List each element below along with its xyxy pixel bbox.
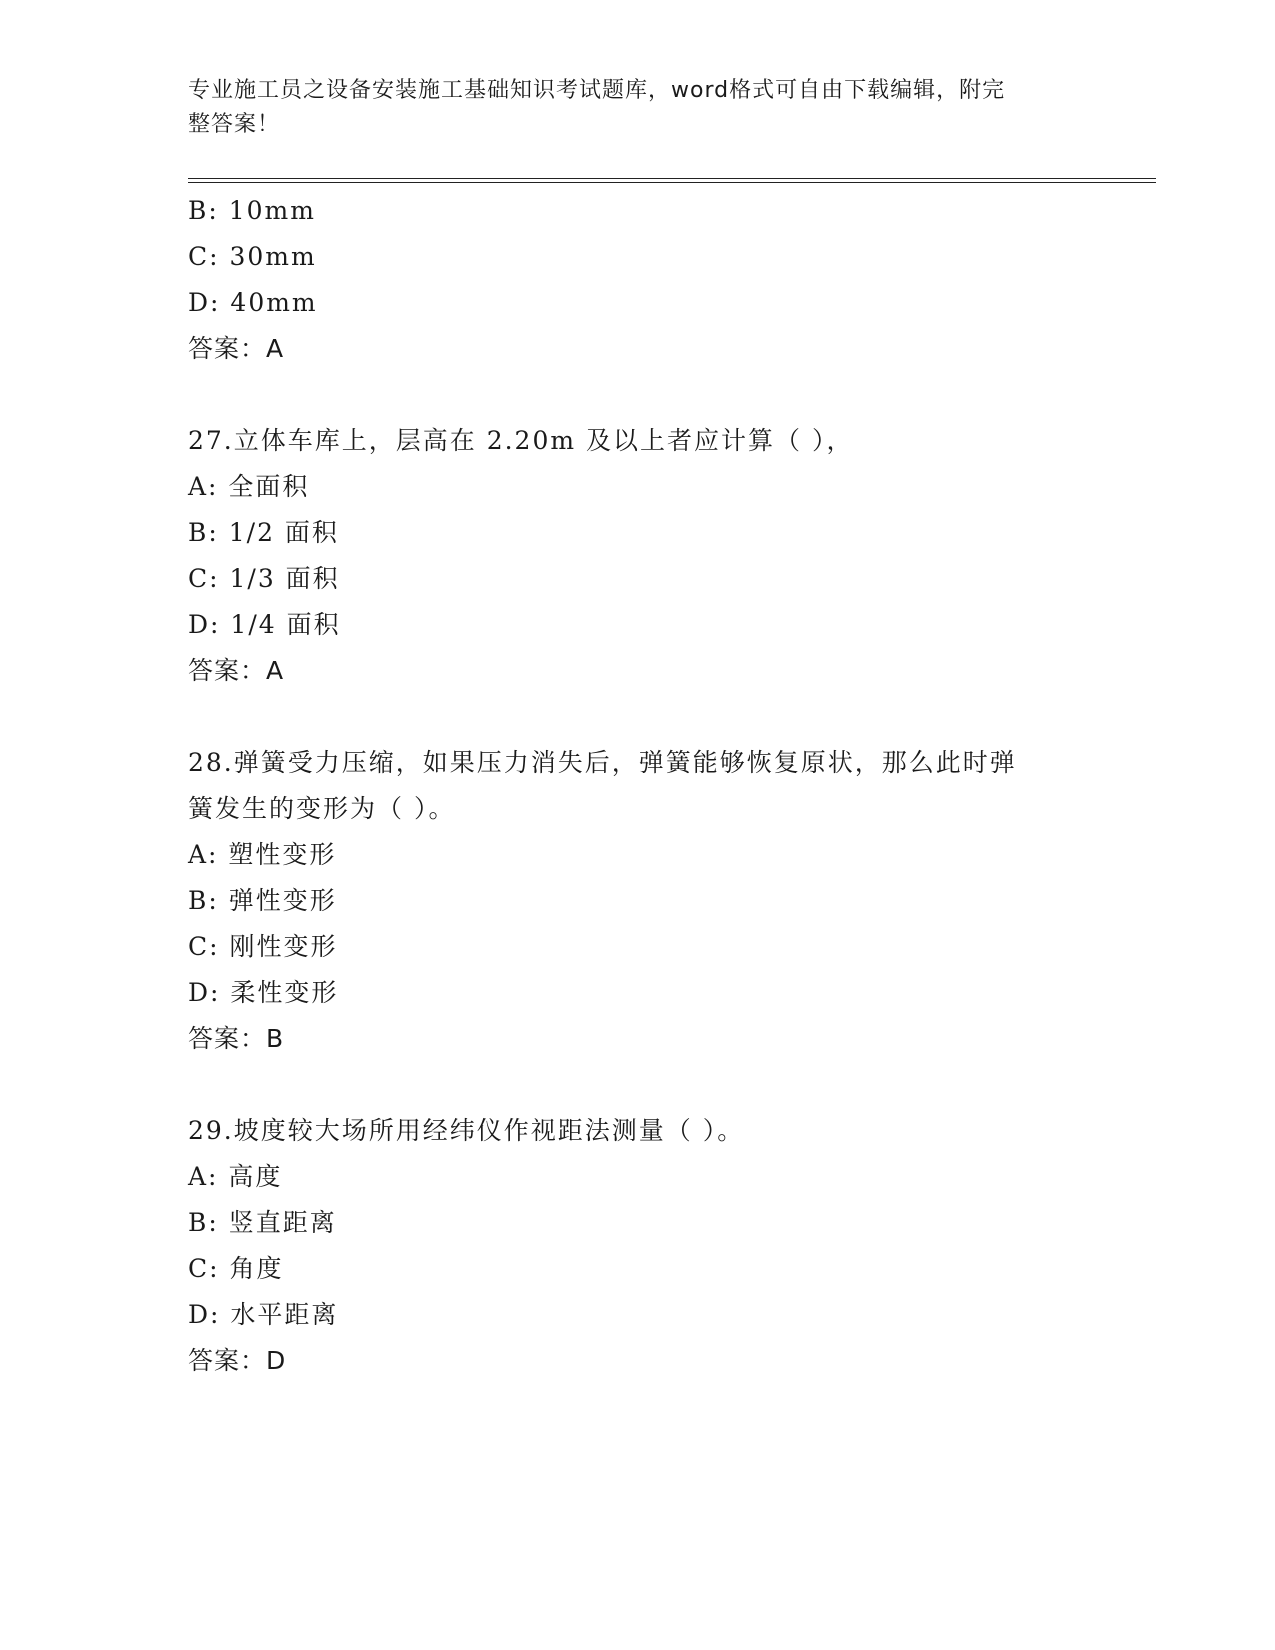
option-c: C: 角度 — [188, 1254, 284, 1283]
question-stem-continued: 簧发生的变形为（ ）。 — [188, 794, 456, 823]
option-b: B: 弹性变形 — [188, 886, 337, 915]
option-c: C: 30mm — [188, 242, 317, 271]
document-header — [188, 74, 1088, 142]
option-d: D: 40mm — [188, 288, 318, 317]
option-a: A: 全面积 — [188, 472, 310, 501]
question-stem: 29.坡度较大场所用经纬仪作视距法测量（ ）。 — [188, 1116, 745, 1145]
answer-line: 答案：A — [188, 656, 285, 685]
option-a: A: 塑性变形 — [188, 840, 337, 869]
option-c: C: 1/3 面积 — [188, 564, 340, 593]
question-27 — [188, 418, 1088, 694]
question-29 — [188, 1108, 1088, 1384]
option-d: D: 水平距离 — [188, 1300, 339, 1329]
header-rule-bottom — [188, 182, 1156, 183]
option-d: D: 1/4 面积 — [188, 610, 341, 639]
answer-line: 答案：B — [188, 1024, 285, 1053]
header-rule-top — [188, 178, 1156, 179]
answer-line: 答案：A — [188, 334, 285, 363]
option-c: C: 刚性变形 — [188, 932, 338, 961]
header-line-2: 整答案！ — [188, 112, 281, 137]
option-b: B: 1/2 面积 — [188, 518, 339, 547]
header-line-1: 专业施工员之设备安装施工基础知识考试题库，word格式可自由下载编辑，附完 — [188, 78, 1006, 103]
answer-line: 答案：D — [188, 1346, 287, 1375]
question-28 — [188, 740, 1088, 1062]
continued-question — [188, 188, 1088, 372]
option-a: A: 高度 — [188, 1162, 283, 1191]
option-b: B: 竖直距离 — [188, 1208, 337, 1237]
question-stem: 28.弹簧受力压缩，如果压力消失后，弹簧能够恢复原状，那么此时弹 — [188, 748, 1017, 777]
option-d: D: 柔性变形 — [188, 978, 339, 1007]
option-b: B: 10mm — [188, 196, 316, 225]
question-content — [188, 188, 1088, 1384]
question-stem: 27.立体车库上，层高在 2.20m 及以上者应计算（ ）， — [188, 426, 854, 455]
